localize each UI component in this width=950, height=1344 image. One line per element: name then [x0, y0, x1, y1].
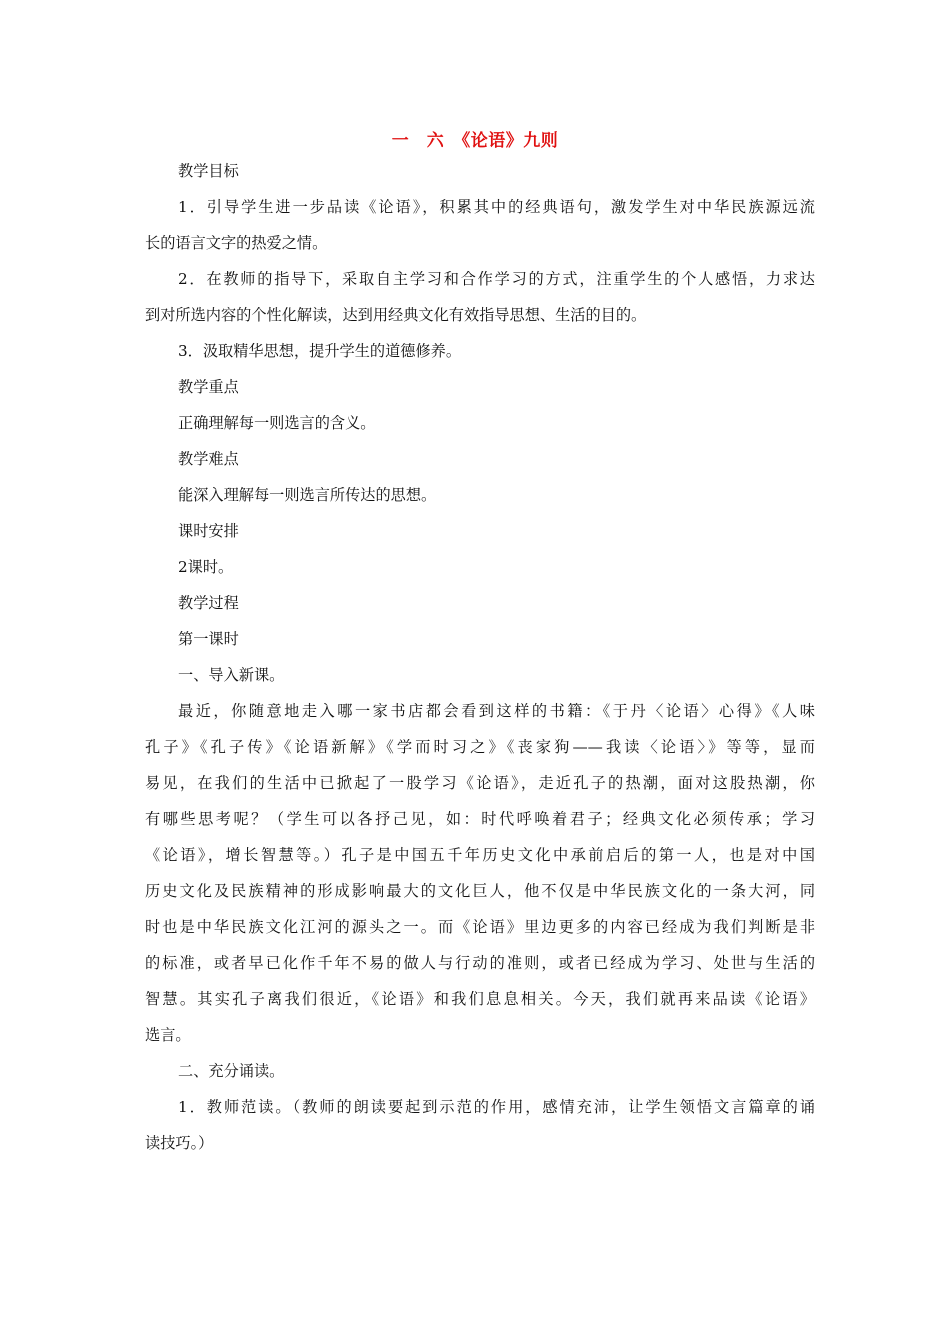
paragraph-line: 能深入理解每一则选言所传达的思想。 [178, 486, 437, 504]
paragraph-line: 2．在教师的指导下，采取自主学习和合作学习的方式，注重学生的个人感悟，力求达 [178, 270, 815, 288]
document-body [145, 160, 815, 1168]
heading-key-points: 教学重点 [178, 378, 239, 396]
paragraph-line: 1．教师范读。（教师的朗读要起到示范的作用，感情充沛，让学生领悟文言篇章的诵 [178, 1098, 815, 1116]
paragraph-line: 的标准，或者早已化作千年不易的做人与行动的准则，或者已经成为学习、处世与生活的 [145, 954, 815, 972]
paragraph-line: 长的语言文字的热爱之情。 [145, 234, 328, 252]
paragraph-line: 3．汲取精华思想，提升学生的道德修养。 [178, 342, 462, 360]
paragraph-line: 1．引导学生进一步品读《论语》，积累其中的经典语句，激发学生对中华民族源远流 [178, 198, 815, 216]
paragraph-line: 2课时。 [178, 558, 234, 576]
paragraph-line: 智慧。其实孔子离我们很近，《论语》和我们息息相关。今天，我们就再来品读《论语》 [145, 990, 815, 1008]
section-heading: 二、充分诵读。 [178, 1062, 285, 1080]
paragraph-line: 易见，在我们的生活中已掀起了一股学习《论语》，走近孔子的热潮，面对这股热潮，你 [145, 774, 815, 792]
paragraph-line: 正确理解每一则选言的含义。 [178, 414, 376, 432]
paragraph-line: 最近，你随意地走入哪一家书店都会看到这样的书籍：《于丹〈论语〉心得》《人味 [178, 702, 815, 720]
paragraph-line: 有哪些思考呢？（学生可以各抒己见，如：时代呼唤着君子；经典文化必须传承；学习 [145, 810, 815, 828]
document-title: 一 六 《论语》九则 [391, 131, 559, 151]
section-heading: 一、导入新课。 [178, 666, 285, 684]
heading-process: 教学过程 [178, 594, 239, 612]
paragraph-line: 选言。 [145, 1026, 191, 1044]
paragraph-line: 《论语》，增长智慧等。）孔子是中国五千年历史文化中承前启后的第一人，也是对中国 [145, 846, 815, 864]
heading-first-lesson: 第一课时 [178, 630, 239, 648]
paragraph-line: 历史文化及民族精神的形成影响最大的文化巨人，他不仅是中华民族文化的一条大河，同 [145, 882, 815, 900]
paragraph-line: 到对所选内容的个性化解读，达到用经典文化有效指导思想、生活的目的。 [145, 306, 647, 324]
paragraph-line: 时也是中华民族文化江河的源头之一。而《论语》里边更多的内容已经成为我们判断是非 [145, 918, 815, 936]
heading-teaching-goals: 教学目标 [178, 162, 239, 180]
heading-schedule: 课时安排 [178, 522, 239, 540]
paragraph-line: 读技巧。） [145, 1134, 214, 1152]
paragraph-line: 孔子》《孔子传》《论语新解》《学而时习之》《丧家狗——我读〈论语〉》等等，显而 [145, 738, 815, 756]
heading-difficulties: 教学难点 [178, 450, 239, 468]
